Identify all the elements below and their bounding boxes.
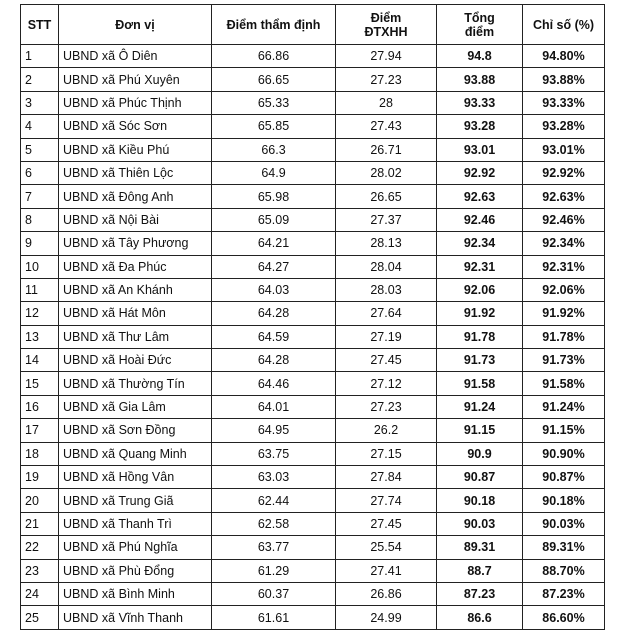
cell-stt: 7 [21, 185, 59, 208]
cell-unit: UBND xã An Khánh [59, 278, 212, 301]
table-row [21, 325, 605, 348]
cell-appraisal: 64.03 [212, 278, 336, 301]
table-row [21, 372, 605, 395]
cell-index: 89.31% [523, 536, 605, 559]
cell-appraisal: 64.21 [212, 232, 336, 255]
cell-stt: 17 [21, 419, 59, 442]
cell-dtxhh: 27.84 [336, 466, 437, 489]
cell-unit: UBND xã Thư Lâm [59, 325, 212, 348]
cell-total: 91.92 [437, 302, 523, 325]
cell-dtxhh: 27.19 [336, 325, 437, 348]
cell-index: 90.18% [523, 489, 605, 512]
table-row [21, 489, 605, 512]
cell-dtxhh: 28 [336, 91, 437, 114]
cell-stt: 20 [21, 489, 59, 512]
cell-total: 93.01 [437, 138, 523, 161]
table-row [21, 466, 605, 489]
cell-appraisal: 64.9 [212, 161, 336, 184]
cell-index: 93.01% [523, 138, 605, 161]
cell-stt: 8 [21, 208, 59, 231]
cell-index: 93.33% [523, 91, 605, 114]
cell-total: 91.58 [437, 372, 523, 395]
header-row [21, 5, 605, 45]
cell-unit: UBND xã Tây Phương [59, 232, 212, 255]
cell-index: 88.70% [523, 559, 605, 582]
cell-unit: UBND xã Ô Diên [59, 45, 212, 68]
cell-dtxhh: 27.74 [336, 489, 437, 512]
cell-unit: UBND xã Trung Giã [59, 489, 212, 512]
cell-index: 86.60% [523, 606, 605, 629]
cell-total: 92.46 [437, 208, 523, 231]
table-row [21, 302, 605, 325]
cell-appraisal: 64.46 [212, 372, 336, 395]
cell-stt: 13 [21, 325, 59, 348]
cell-unit: UBND xã Gia Lâm [59, 395, 212, 418]
cell-dtxhh: 27.41 [336, 559, 437, 582]
cell-stt: 18 [21, 442, 59, 465]
cell-dtxhh: 27.23 [336, 395, 437, 418]
table-row [21, 512, 605, 535]
table-row [21, 419, 605, 442]
cell-total: 86.6 [437, 606, 523, 629]
cell-appraisal: 63.75 [212, 442, 336, 465]
cell-total: 90.18 [437, 489, 523, 512]
cell-appraisal: 64.28 [212, 302, 336, 325]
cell-dtxhh: 25.54 [336, 536, 437, 559]
cell-total: 92.92 [437, 161, 523, 184]
table-row [21, 395, 605, 418]
cell-stt: 11 [21, 278, 59, 301]
cell-unit: UBND xã Thanh Trì [59, 512, 212, 535]
table-row [21, 255, 605, 278]
cell-dtxhh: 26.65 [336, 185, 437, 208]
cell-dtxhh: 27.45 [336, 349, 437, 372]
cell-stt: 12 [21, 302, 59, 325]
cell-total: 90.9 [437, 442, 523, 465]
cell-unit: UBND xã Thiên Lộc [59, 161, 212, 184]
cell-dtxhh: 28.13 [336, 232, 437, 255]
cell-index: 91.24% [523, 395, 605, 418]
cell-unit: UBND xã Hoài Đức [59, 349, 212, 372]
table-row [21, 232, 605, 255]
cell-unit: UBND xã Phù Đổng [59, 559, 212, 582]
cell-appraisal: 64.27 [212, 255, 336, 278]
table-row [21, 161, 605, 184]
cell-appraisal: 63.03 [212, 466, 336, 489]
cell-index: 92.31% [523, 255, 605, 278]
cell-unit: UBND xã Hồng Vân [59, 466, 212, 489]
table-row [21, 45, 605, 68]
cell-index: 91.73% [523, 349, 605, 372]
cell-total: 92.31 [437, 255, 523, 278]
cell-appraisal: 64.01 [212, 395, 336, 418]
cell-appraisal: 63.77 [212, 536, 336, 559]
cell-stt: 10 [21, 255, 59, 278]
cell-total: 87.23 [437, 582, 523, 605]
cell-appraisal: 65.85 [212, 115, 336, 138]
cell-unit: UBND xã Hát Môn [59, 302, 212, 325]
cell-total: 92.63 [437, 185, 523, 208]
cell-dtxhh: 26.2 [336, 419, 437, 442]
cell-total: 91.24 [437, 395, 523, 418]
cell-index: 92.92% [523, 161, 605, 184]
cell-appraisal: 64.95 [212, 419, 336, 442]
cell-unit: UBND xã Đông Anh [59, 185, 212, 208]
cell-dtxhh: 27.12 [336, 372, 437, 395]
cell-stt: 21 [21, 512, 59, 535]
header-dtxhh-line2: ĐTXHH [364, 24, 408, 39]
cell-stt: 5 [21, 138, 59, 161]
cell-total: 88.7 [437, 559, 523, 582]
ranking-table [20, 4, 605, 630]
cell-total: 91.73 [437, 349, 523, 372]
cell-stt: 1 [21, 45, 59, 68]
cell-dtxhh: 27.94 [336, 45, 437, 68]
table-row [21, 349, 605, 372]
cell-index: 90.03% [523, 512, 605, 535]
cell-dtxhh: 27.37 [336, 208, 437, 231]
cell-dtxhh: 24.99 [336, 606, 437, 629]
cell-index: 92.63% [523, 185, 605, 208]
cell-unit: UBND xã Đa Phúc [59, 255, 212, 278]
cell-index: 92.06% [523, 278, 605, 301]
cell-dtxhh: 27.64 [336, 302, 437, 325]
cell-total: 92.06 [437, 278, 523, 301]
cell-appraisal: 66.86 [212, 45, 336, 68]
cell-appraisal: 61.61 [212, 606, 336, 629]
cell-total: 92.34 [437, 232, 523, 255]
table-row [21, 115, 605, 138]
table-row [21, 536, 605, 559]
cell-stt: 6 [21, 161, 59, 184]
cell-dtxhh: 28.03 [336, 278, 437, 301]
header-dtxhh-line1: Điểm [370, 10, 402, 25]
cell-stt: 9 [21, 232, 59, 255]
cell-total: 93.28 [437, 115, 523, 138]
table-row [21, 138, 605, 161]
cell-stt: 25 [21, 606, 59, 629]
cell-index: 91.92% [523, 302, 605, 325]
header-appraisal: Điểm thẩm định [212, 5, 336, 45]
cell-stt: 24 [21, 582, 59, 605]
table-row [21, 606, 605, 629]
cell-index: 93.88% [523, 68, 605, 91]
table-row [21, 442, 605, 465]
cell-unit: UBND xã Nội Bài [59, 208, 212, 231]
header-unit: Đơn vị [59, 5, 212, 45]
cell-total: 89.31 [437, 536, 523, 559]
cell-stt: 22 [21, 536, 59, 559]
table-header [21, 5, 605, 45]
cell-index: 90.90% [523, 442, 605, 465]
cell-dtxhh: 27.15 [336, 442, 437, 465]
table-row [21, 559, 605, 582]
table-row [21, 208, 605, 231]
cell-total: 93.33 [437, 91, 523, 114]
cell-index: 90.87% [523, 466, 605, 489]
cell-total: 90.03 [437, 512, 523, 535]
cell-stt: 2 [21, 68, 59, 91]
cell-index: 92.46% [523, 208, 605, 231]
cell-stt: 23 [21, 559, 59, 582]
cell-total: 94.8 [437, 45, 523, 68]
cell-appraisal: 65.98 [212, 185, 336, 208]
header-dtxhh [336, 5, 437, 45]
cell-unit: UBND xã Sóc Sơn [59, 115, 212, 138]
cell-appraisal: 61.29 [212, 559, 336, 582]
table-row [21, 68, 605, 91]
cell-stt: 3 [21, 91, 59, 114]
cell-appraisal: 65.33 [212, 91, 336, 114]
cell-unit: UBND xã Thường Tín [59, 372, 212, 395]
cell-dtxhh: 27.23 [336, 68, 437, 91]
cell-total: 93.88 [437, 68, 523, 91]
cell-unit: UBND xã Bình Minh [59, 582, 212, 605]
header-total-line2: điểm [464, 24, 495, 39]
cell-index: 93.28% [523, 115, 605, 138]
table-row [21, 185, 605, 208]
cell-stt: 14 [21, 349, 59, 372]
table-row [21, 91, 605, 114]
cell-unit: UBND xã Sơn Đồng [59, 419, 212, 442]
header-total [437, 5, 523, 45]
cell-appraisal: 64.59 [212, 325, 336, 348]
cell-appraisal: 60.37 [212, 582, 336, 605]
cell-unit: UBND xã Phúc Thịnh [59, 91, 212, 114]
cell-index: 94.80% [523, 45, 605, 68]
cell-dtxhh: 28.04 [336, 255, 437, 278]
cell-unit: UBND xã Quang Minh [59, 442, 212, 465]
cell-dtxhh: 28.02 [336, 161, 437, 184]
cell-appraisal: 62.44 [212, 489, 336, 512]
cell-total: 91.15 [437, 419, 523, 442]
cell-dtxhh: 27.45 [336, 512, 437, 535]
cell-stt: 19 [21, 466, 59, 489]
cell-appraisal: 66.65 [212, 68, 336, 91]
cell-unit: UBND xã Kiều Phú [59, 138, 212, 161]
table-row [21, 278, 605, 301]
cell-unit: UBND xã Phú Xuyên [59, 68, 212, 91]
header-index: Chỉ số (%) [523, 5, 605, 45]
cell-dtxhh: 26.71 [336, 138, 437, 161]
table-body [21, 45, 605, 630]
cell-appraisal: 65.09 [212, 208, 336, 231]
table-row [21, 582, 605, 605]
cell-stt: 4 [21, 115, 59, 138]
cell-dtxhh: 26.86 [336, 582, 437, 605]
cell-total: 91.78 [437, 325, 523, 348]
header-stt: STT [21, 5, 59, 45]
cell-appraisal: 64.28 [212, 349, 336, 372]
cell-total: 90.87 [437, 466, 523, 489]
cell-unit: UBND xã Vĩnh Thanh [59, 606, 212, 629]
cell-index: 87.23% [523, 582, 605, 605]
cell-dtxhh: 27.43 [336, 115, 437, 138]
cell-index: 91.58% [523, 372, 605, 395]
header-total-line1: Tổng [464, 10, 495, 25]
cell-index: 91.15% [523, 419, 605, 442]
cell-stt: 15 [21, 372, 59, 395]
cell-appraisal: 62.58 [212, 512, 336, 535]
cell-appraisal: 66.3 [212, 138, 336, 161]
cell-index: 91.78% [523, 325, 605, 348]
cell-unit: UBND xã Phú Nghĩa [59, 536, 212, 559]
cell-stt: 16 [21, 395, 59, 418]
cell-index: 92.34% [523, 232, 605, 255]
